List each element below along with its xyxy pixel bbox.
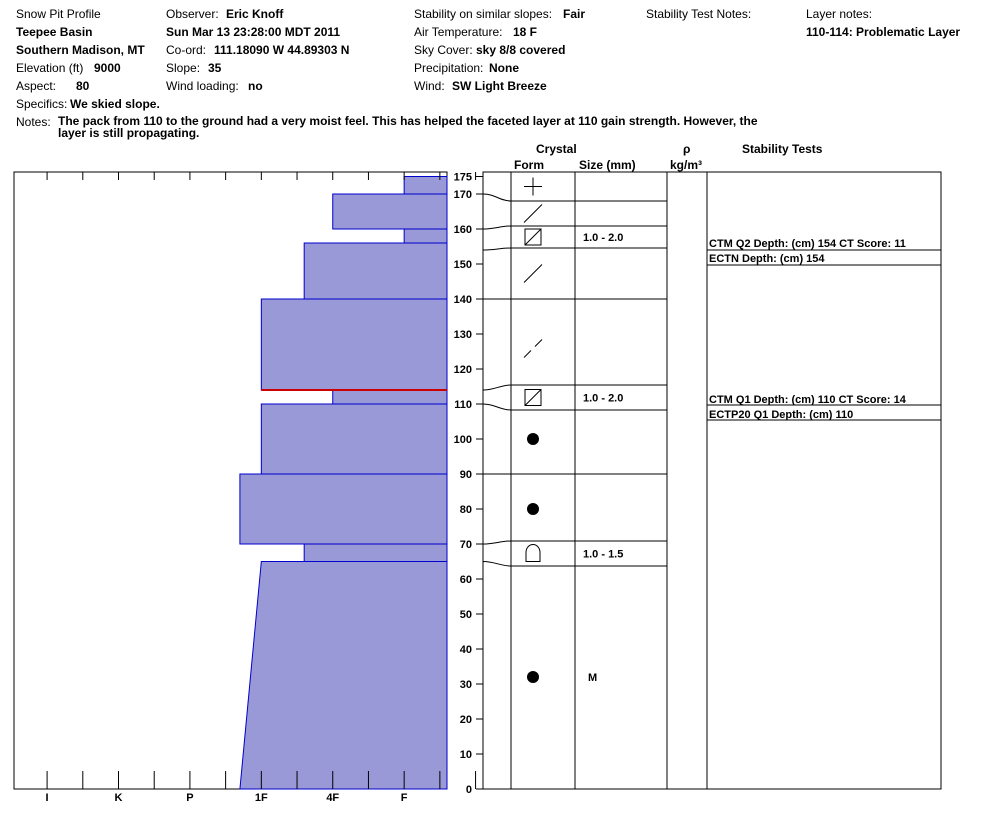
crystal-facet-icon [525,390,541,406]
stability-test-result: CTM Q1 Depth: (cm) 110 CT Score: 14 [709,394,906,406]
crystal-header: Crystal [536,142,577,156]
aspect-label: Aspect: [16,79,57,93]
depth-tick-label: 70 [459,539,472,551]
precip-value: None [489,61,519,75]
hardness-layer [404,229,447,243]
hardness-tick-label: F [400,792,408,804]
hardness-layer [261,404,447,474]
notes-label: Notes: [16,115,51,129]
hardness-tick-label: K [114,792,123,804]
crystal-facet-icon [525,229,541,245]
density-header: ρ [683,142,691,156]
depth-connector [483,562,511,567]
crystal-round-icon [527,671,539,683]
profile-title: Snow Pit Profile [16,7,101,21]
depth-tick-label: 80 [459,504,472,516]
depth-tick-label: 40 [459,644,472,656]
sky-label: Sky Cover: [414,43,473,57]
crystal-dash-slash-icon [535,340,542,347]
depth-connector [483,404,511,410]
stability-test-result: CTM Q2 Depth: (cm) 154 CT Score: 11 [709,238,906,250]
hardness-layer [304,243,447,299]
layer-notes-label: Layer notes: [806,7,873,21]
depth-tick-label: 175 [453,171,472,184]
coord-label: Co-ord: [166,43,207,57]
hardness-layer [304,544,447,562]
observer-value: Eric Knoff [226,7,284,21]
depth-tick-label: 150 [453,259,472,271]
crystal-table-frame [483,172,707,789]
crystal-round-icon [527,433,539,445]
depth-tick-label: 10 [459,749,472,761]
form-header: Form [514,158,544,172]
depth-connector [483,385,511,390]
depth-connector [483,226,511,229]
hardness-tick-label: P [186,792,194,804]
hardness-tick-label: 4F [326,792,340,804]
hardness-layer [240,474,447,544]
sky-value: sky 8/8 covered [476,43,566,57]
depth-tick-label: 130 [453,329,472,341]
hardness-layer [261,299,447,390]
depth-tick-label: 110 [454,399,472,411]
coord-value: 111.18090 W 44.89303 N [214,43,350,57]
stability-tests-header: Stability Tests [742,142,823,156]
aspect-value: 80 [76,79,90,93]
depth-tick-label: 0 [465,784,472,796]
hardness-layer [240,562,447,790]
size-header: Size (mm) [579,158,636,172]
depth-connector [483,194,511,201]
depth-tick-label: 50 [459,609,472,621]
notes-body: The pack from 110 to the ground had a very moist feel. This has helped the faceted layer at 110 gain strength. However, the layer is still propagating. [58,114,758,140]
stability-test-result: ECTP20 Q1 Depth: (cm) 110 [709,409,854,421]
hardness-tick-label: I [45,792,49,804]
precip-label: Precipitation: [414,61,484,75]
region: Southern Madison, MT [16,43,145,57]
depth-tick-label: 20 [459,714,472,726]
crystal-slash-icon [524,265,542,283]
air-temp-label: Air Temperature: [414,25,503,39]
observer-label: Observer: [166,7,219,21]
elevation-label: Elevation (ft) [16,61,84,75]
wind-loading-label: Wind loading: [166,79,239,93]
crystal-dash-slash-icon [524,351,531,358]
crystal-size: 1.0 - 1.5 [583,548,624,561]
crystal-depth-hoar-icon [526,545,540,562]
depth-tick-label: 170 [453,189,472,201]
air-temp-value: 18 F [513,25,538,39]
crystal-round-icon [527,503,539,515]
elevation-value: 9000 [94,61,121,75]
hardness-layer [333,390,447,404]
stability-test-result: ECTN Depth: (cm) 154 [709,253,825,265]
observation-datetime: Sun Mar 13 23:28:00 MDT 2011 [166,25,341,39]
hardness-layer [333,194,447,229]
depth-tick-label: 100 [453,434,472,446]
depth-connector [483,248,511,250]
layer-note: 110-114: Problematic Layer [806,25,961,39]
crystal-size: 1.0 - 2.0 [583,232,624,244]
crystal-size: 1.0 - 2.0 [583,392,624,405]
density-unit: kg/m³ [670,158,703,172]
wind-loading-value: no [248,79,263,93]
depth-connector [483,541,511,544]
slope-label: Slope: [166,61,201,75]
wind-label: Wind: [414,79,445,93]
stability-value: Fair [563,7,586,21]
depth-tick-label: 160 [453,224,472,236]
stability-label: Stability on similar slopes: [414,7,553,21]
specifics-label: Specifics: [16,97,68,111]
depth-tick-label: 30 [459,679,472,691]
depth-tick-label: 140 [453,294,472,306]
crystal-size: M [588,672,598,684]
depth-tick-label: 60 [459,574,472,586]
specifics-value: We skied slope. [70,97,160,111]
location: Teepee Basin [16,25,93,39]
slope-value: 35 [208,61,222,75]
depth-tick-label: 120 [453,364,472,376]
depth-tick-label: 90 [459,469,472,481]
hardness-tick-label: 1F [254,792,268,804]
wind-value: SW Light Breeze [452,79,547,93]
hardness-layer [404,177,447,195]
stability-test-notes-label: Stability Test Notes: [646,7,752,21]
crystal-slash-icon [524,205,542,223]
